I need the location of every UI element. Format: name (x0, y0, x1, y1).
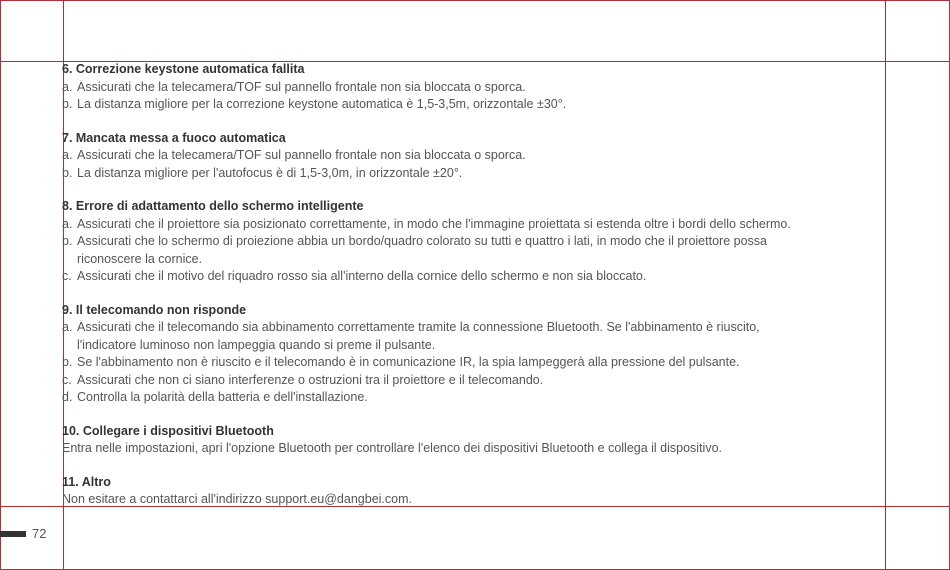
list-item-text: Assicurati che la telecamera/TOF sul pannello frontale non sia bloccata o sporca. (77, 79, 526, 94)
list-item-line (0, 216, 880, 234)
list-marker: a. (62, 216, 73, 231)
list-marker: c. (62, 269, 72, 283)
section-spacer (0, 114, 880, 130)
list-marker: b. (62, 234, 73, 248)
section-heading: 11. Altro (62, 474, 111, 489)
list-item-text: l'indicatore luminoso non lampeggia quando si preme il pulsante. (77, 337, 436, 352)
section (0, 302, 880, 407)
section-spacer (0, 182, 880, 198)
list-marker: a. (62, 79, 73, 94)
right-margin-guide (885, 0, 886, 570)
list-item-line (0, 372, 880, 390)
list-marker: a. (62, 320, 73, 334)
list-marker: b. (62, 165, 73, 180)
section-paragraph: Entra nelle impostazioni, apri l'opzione Bluetooth per controllare l'elenco dei dispositivi Bluetooth e collega il dispositivo. (62, 441, 723, 455)
section (0, 474, 880, 508)
section-spacer (0, 458, 880, 474)
list-item-line (0, 354, 880, 372)
list-item-text: Assicurati che il telecomando sia abbinamento correttamente tramite la connessione Bluetooth. Se l'abbinamento è riuscito, (77, 320, 760, 334)
section-heading: 7. Mancata messa a fuoco automatica (62, 130, 286, 145)
section-heading: 8. Errore di adattamento dello schermo intelligente (62, 199, 364, 213)
section-heading: 9. Il telecomando non risponde (62, 302, 247, 317)
list-marker: b. (62, 97, 73, 111)
list-item-line (0, 251, 880, 269)
list-item-line (0, 337, 880, 355)
list-item-line (0, 96, 880, 114)
troubleshooting-content (0, 61, 880, 507)
section (0, 198, 880, 286)
section-heading: 6. Correzione keystone automatica fallita (62, 62, 305, 76)
list-marker: c. (62, 372, 72, 387)
list-item-line (0, 319, 880, 337)
section-spacer (0, 286, 880, 302)
list-item-line (0, 147, 880, 165)
list-item-text: La distanza migliore per l'autofocus è di 1,5-3,0m, in orizzontale ±20°. (77, 165, 463, 180)
section-paragraph: Non esitare a contattarci all'indirizzo support.eu@dangbei.com. (62, 492, 412, 506)
list-item-line (0, 268, 880, 286)
section (0, 423, 880, 458)
list-item-text: La distanza migliore per la correzione keystone automatica è 1,5-3,5m, orizzontale ±30°. (77, 97, 567, 111)
list-item-line (0, 389, 880, 407)
footer-bar (0, 531, 26, 537)
list-marker: b. (62, 355, 73, 369)
list-item-text: Assicurati che il proiettore sia posizionato correttamente, in modo che l'immagine proiettata si estenda oltre i bordi dello schermo. (77, 216, 791, 231)
list-item-text: riconoscere la cornice. (77, 251, 203, 266)
list-item-text: Assicurati che non ci siano interferenze o ostruzioni tra il proiettore e il telecomando. (77, 372, 544, 387)
section (0, 61, 880, 114)
section-heading: 10. Collegare i dispositivi Bluetooth (62, 423, 274, 438)
list-item-text: Controlla la polarità della batteria e dell'installazione. (77, 390, 368, 404)
list-marker: d. (62, 390, 73, 404)
list-item-line (0, 165, 880, 183)
section (0, 130, 880, 183)
list-item-text: Assicurati che il motivo del riquadro rosso sia all'interno della cornice dello schermo e non sia bloccato. (77, 269, 647, 283)
list-item-text: Assicurati che lo schermo di proiezione abbia un bordo/quadro colorato su tutti e quattro i lati, in modo che il proiettore possa (77, 234, 767, 248)
section-spacer (0, 407, 880, 423)
list-item-line (0, 233, 880, 251)
list-item-line (0, 79, 880, 97)
list-item-text: Assicurati che la telecamera/TOF sul pannello frontale non sia bloccata o sporca. (77, 148, 526, 162)
page-number: 72 (32, 526, 47, 541)
list-item-text: Se l'abbinamento non è riuscito e il telecomando è in comunicazione IR, la spia lampeggerà alla pressione del pulsante. (77, 355, 740, 369)
list-marker: a. (62, 148, 73, 162)
